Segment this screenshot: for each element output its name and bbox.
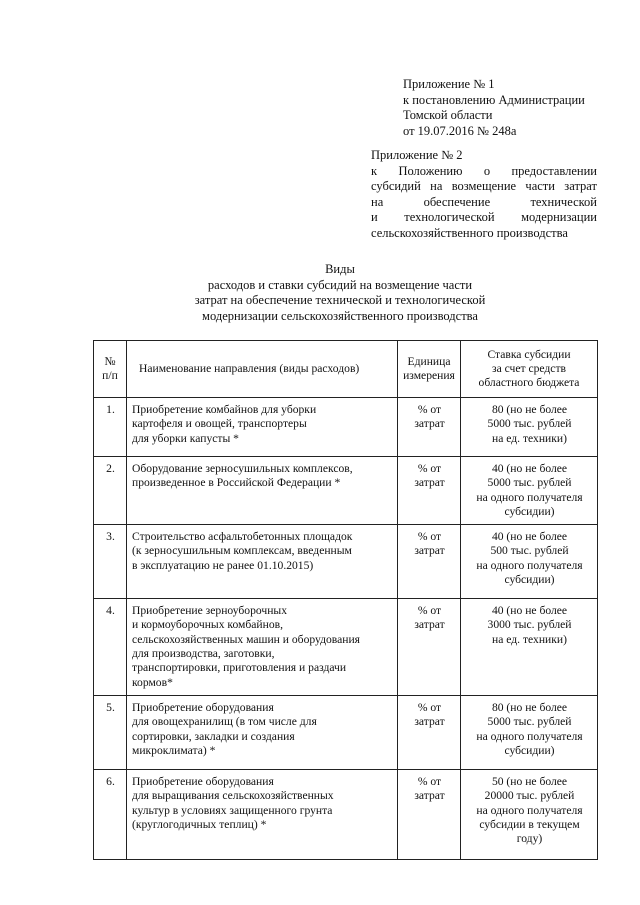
table-row: [94, 599, 598, 696]
table-row: [94, 525, 598, 599]
row-name: Приобретение оборудования для выращивания сельскохозяйственных культур в условиях защищенного грунта (круглогодичных теплиц) *: [127, 770, 398, 860]
appendix-2-line: и технологической модернизации: [371, 210, 597, 224]
row-number: 4.: [94, 599, 127, 696]
table-row: [94, 457, 598, 525]
header-name: Наименование направления (виды расходов): [127, 341, 398, 398]
title-line: расходов и ставки субсидий на возмещение части: [207, 277, 473, 292]
row-name: Строительство асфальтобетонных площадок (к зерносушильным комплексам, введенным в эксплуатацию не ранее 01.10.2015): [127, 525, 398, 599]
appendix-1-line: от 19.07.2016 № 248а: [403, 123, 517, 138]
row-number: 2.: [94, 457, 127, 525]
appendix-2-line: Приложение № 2: [371, 148, 463, 162]
table-header-row: [94, 341, 598, 398]
header-number: № п/п: [94, 341, 127, 398]
appendix-1-line: Приложение № 1: [403, 77, 495, 91]
table-row: [94, 770, 598, 860]
appendix-1-line: к постановлению Администрации: [403, 92, 585, 107]
row-name: Приобретение зерноуборочных и кормоуборочных комбайнов, сельскохозяйственных машин и оборудования для производства, заготовки, транспортировки, приготовления и раздачи кормов*: [127, 599, 398, 696]
title-line: модернизации сельскохозяйственного производства: [202, 308, 478, 323]
header-rate: Ставка субсидии за счет средств областного бюджета: [461, 341, 598, 398]
row-rate: 80 (но не более 5000 тыс. рублей на ед. техники): [461, 398, 598, 457]
row-unit: % от затрат: [398, 599, 461, 696]
row-rate: 80 (но не более 5000 тыс. рублей на одного получателя субсидии): [461, 696, 598, 770]
row-unit: % от затрат: [398, 696, 461, 770]
row-number: 3.: [94, 525, 127, 599]
row-number: 5.: [94, 696, 127, 770]
row-rate: 40 (но не более 500 тыс. рублей на одного получателя субсидии): [461, 525, 598, 599]
subsidy-table: [93, 340, 598, 860]
appendix-2-line: сельскохозяйственного производства: [371, 225, 568, 240]
row-name: Оборудование зерносушильных комплексов, произведенное в Российской Федерации *: [127, 457, 398, 525]
row-number: 1.: [94, 398, 127, 457]
title-line: затрат на обеспечение технической и технологической: [194, 293, 486, 307]
row-unit: % от затрат: [398, 770, 461, 860]
appendix-1-line: Томской области: [403, 108, 493, 122]
row-rate: 40 (но не более 3000 тыс. рублей на ед. техники): [461, 599, 598, 696]
row-name: Приобретение комбайнов для уборки картофеля и овощей, транспортеры для уборки капусты *: [127, 398, 398, 457]
document-title: [150, 262, 530, 324]
appendix-2-line: к Положению о предоставлении: [371, 163, 597, 178]
row-rate: 40 (но не более 5000 тыс. рублей на одного получателя субсидии): [461, 457, 598, 525]
appendix-2-block: [371, 148, 597, 241]
table-row: [94, 398, 598, 457]
row-unit: % от затрат: [398, 398, 461, 457]
row-number: 6.: [94, 770, 127, 860]
title-line: Виды: [325, 262, 355, 276]
row-unit: % от затрат: [398, 457, 461, 525]
appendix-2-line: субсидий на возмещение части затрат: [371, 179, 597, 193]
appendix-1-block: [403, 77, 603, 139]
row-name: Приобретение оборудования для овощехранилищ (в том числе для сортировки, закладки и создания микроклимата) *: [127, 696, 398, 770]
row-rate: 50 (но не более 20000 тыс. рублей на одного получателя субсидии в текущем году): [461, 770, 598, 860]
header-unit: Единица измерения: [398, 341, 461, 398]
appendix-2-line: на обеспечение технической: [371, 194, 597, 209]
row-unit: % от затрат: [398, 525, 461, 599]
table-row: [94, 696, 598, 770]
